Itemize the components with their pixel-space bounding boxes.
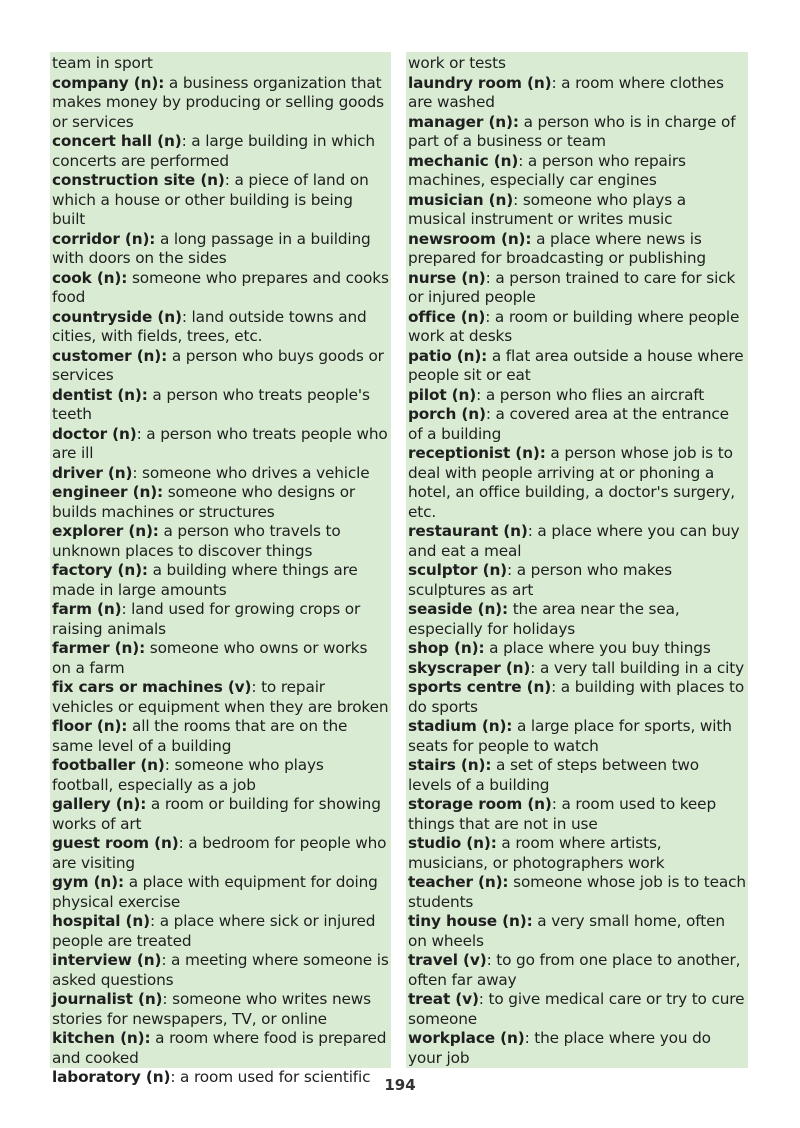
glossary-definition: a set of steps between two levels of a building [408, 756, 700, 794]
glossary-term: driver (n) [52, 463, 133, 482]
glossary-definition: : a person who repairs machines, especially car engines [408, 151, 686, 189]
glossary-entry [52, 717, 389, 756]
glossary-term: laboratory (n) [52, 1068, 171, 1086]
glossary-entry [52, 678, 389, 717]
glossary-entry [52, 639, 389, 678]
glossary-definition: : a room used for scientific [170, 1068, 371, 1086]
glossary-definition: : someone who writes news stories for newspapers, TV, or online [52, 990, 371, 1028]
glossary-entry [52, 990, 389, 1029]
glossary-entry [52, 1029, 389, 1068]
glossary-definition: a person who travels to unknown places to discover things [52, 522, 341, 560]
glossary-definition: : to repair vehicles or equipment when they are broken [52, 678, 389, 716]
glossary-term: restaurant (n) [408, 522, 528, 540]
glossary-definition: a person whose job is to deal with people arriving at or phoning a hotel, an office building, a doctor's surgery, etc. [408, 444, 735, 521]
glossary-term: footballer (n) [52, 756, 165, 774]
glossary-term: interview (n) [52, 951, 162, 969]
glossary-term: kitchen (n): [52, 1029, 151, 1047]
glossary-term: musician (n) [408, 190, 514, 209]
glossary-entry [408, 834, 746, 873]
glossary-entry [52, 347, 389, 386]
glossary-entry [408, 347, 746, 386]
glossary-definition: : a room where clothes are washed [408, 73, 724, 111]
glossary-entry [52, 561, 389, 600]
glossary-term: concert hall (n) [52, 132, 182, 150]
glossary-entry [52, 269, 389, 308]
glossary-entry [52, 522, 389, 561]
glossary-entry [408, 912, 746, 951]
glossary-definition: a place where news is prepared for broadcasting or publishing [408, 229, 706, 267]
glossary-definition: a person who is in charge of part of a business or team [408, 112, 736, 150]
glossary-definition: : the place where you do your job [408, 1029, 711, 1067]
glossary-definition: a long passage in a building with doors on the sides [52, 229, 371, 267]
glossary-definition: a building where things are made in large amounts [52, 561, 358, 599]
glossary-definition: someone who prepares and cooks food [52, 268, 389, 306]
glossary-term: farm (n) [52, 600, 122, 618]
glossary-entry [408, 113, 746, 152]
glossary-definition: : a place where sick or injured people are treated [52, 912, 376, 950]
glossary-term: office (n) [408, 307, 486, 326]
glossary-definition: a place where you buy things [484, 639, 711, 657]
glossary-entry [52, 912, 389, 951]
glossary-term: studio (n): [408, 834, 497, 852]
glossary-term: cook (n): [52, 268, 128, 287]
glossary-term: sculptor (n) [408, 561, 508, 579]
glossary-entry [408, 405, 746, 444]
glossary-term: stairs (n): [408, 756, 492, 774]
glossary-entry [408, 54, 746, 74]
glossary-entry [52, 873, 389, 912]
glossary-entry [408, 756, 746, 795]
glossary-entry [52, 386, 389, 425]
glossary-definition: someone whose job is to teach students [408, 873, 746, 911]
glossary-entry [408, 873, 746, 912]
glossary-entry [52, 74, 389, 133]
glossary-term: manager (n): [408, 112, 519, 131]
glossary-term: farmer (n): [52, 639, 146, 657]
glossary-term: travel (v) [408, 951, 487, 969]
left-glossary-column [50, 52, 391, 1086]
glossary-entry [408, 561, 746, 600]
glossary-definition: : a building with places to do sports [408, 678, 745, 716]
right-glossary-column [406, 52, 748, 1068]
glossary-term: gym (n): [52, 873, 124, 891]
glossary-definition: : a person trained to care for sick or injured people [408, 268, 736, 306]
glossary-definition: : a person who flies an aircraft [476, 385, 705, 404]
glossary-entry [408, 990, 746, 1029]
glossary-term: dentist (n): [52, 385, 148, 404]
glossary-entry [408, 717, 746, 756]
glossary-definition: a room where food is prepared and cooked [52, 1029, 387, 1067]
glossary-definition: all the rooms that are on the same level of a building [52, 717, 348, 755]
glossary-definition: : someone who plays a musical instrument or writes music [408, 190, 686, 228]
glossary-term: teacher (n): [408, 873, 509, 891]
glossary-entry [52, 795, 389, 834]
glossary-entry [52, 756, 389, 795]
glossary-definition: a room or building for showing works of art [52, 795, 381, 833]
glossary-definition: : a room used to keep things that are not in use [408, 795, 716, 833]
glossary-definition: a flat area outside a house where people sit or eat [408, 346, 744, 384]
glossary-definition: : a place where you can buy and eat a meal [408, 522, 740, 560]
glossary-entry [408, 308, 746, 347]
glossary-definition: someone who owns or works on a farm [52, 639, 368, 677]
glossary-entry [52, 483, 389, 522]
glossary-entry [408, 74, 746, 113]
glossary-entry [408, 600, 746, 639]
glossary-entry [52, 600, 389, 639]
glossary-term: countryside (n) [52, 307, 182, 326]
glossary-entry [408, 951, 746, 990]
glossary-term: explorer (n): [52, 522, 159, 540]
glossary-term: nurse (n) [408, 268, 486, 287]
glossary-definition: : land used for growing crops or raising animals [52, 600, 361, 638]
glossary-entry [52, 171, 389, 230]
glossary-term: skyscraper (n) [408, 658, 531, 677]
glossary-definition: : someone who drives a vehicle [132, 463, 370, 482]
glossary-definition: : a room or building where people work at desks [408, 307, 740, 345]
glossary-term: porch (n) [408, 405, 486, 423]
glossary-definition: team in sport [52, 54, 153, 72]
glossary-definition: : to give medical care or try to cure someone [408, 990, 745, 1028]
glossary-entry [408, 191, 746, 230]
glossary-term: floor (n): [52, 717, 128, 735]
glossary-definition: a person who buys goods or services [52, 346, 384, 384]
glossary-entry [52, 308, 389, 347]
glossary-term: workplace (n) [408, 1029, 525, 1047]
glossary-term: construction site (n) [52, 171, 225, 189]
glossary-definition: : a person who treats people who are ill [52, 424, 388, 462]
glossary-term: doctor (n) [52, 424, 137, 443]
glossary-entry [52, 54, 389, 74]
glossary-term: gallery (n): [52, 795, 147, 813]
glossary-definition: someone who designs or builds machines or structures [52, 483, 356, 521]
glossary-definition: : a meeting where someone is asked questions [52, 951, 389, 989]
glossary-term: newsroom (n): [408, 229, 532, 248]
glossary-term: treat (v) [408, 990, 479, 1008]
glossary-entry [408, 659, 746, 679]
glossary-definition: : a piece of land on which a house or other building is being built [52, 171, 369, 228]
glossary-entry [408, 444, 746, 522]
glossary-entry [408, 152, 746, 191]
glossary-entry [408, 386, 746, 406]
glossary-term: guest room (n) [52, 834, 179, 852]
glossary-entry [52, 230, 389, 269]
glossary-entry [52, 132, 389, 171]
glossary-definition: : a large building in which concerts are performed [52, 132, 375, 170]
glossary-term: stadium (n): [408, 717, 513, 735]
glossary-term: mechanic (n) [408, 151, 519, 170]
glossary-definition: a room where artists, musicians, or photographers work [408, 834, 665, 872]
glossary-definition: a business organization that makes money by producing or selling goods or services [52, 73, 384, 131]
glossary-term: hospital (n) [52, 912, 150, 930]
glossary-definition: : land outside towns and cities, with fields, trees, etc. [52, 307, 367, 345]
glossary-definition: : a very tall building in a city [530, 658, 745, 677]
glossary-entry [52, 425, 389, 464]
glossary-definition: : a bedroom for people who are visiting [52, 834, 387, 872]
page-number: 194 [384, 1076, 416, 1094]
glossary-definition: a large place for sports, with seats for people to watch [408, 717, 732, 755]
glossary-definition: the area near the sea, especially for holidays [408, 600, 680, 638]
glossary-term: customer (n): [52, 346, 168, 365]
glossary-term: fix cars or machines (v) [52, 678, 252, 696]
glossary-term: laundry room (n) [408, 73, 552, 92]
glossary-term: company (n): [52, 73, 165, 92]
glossary-definition: : to go from one place to another, often far away [408, 951, 741, 989]
glossary-definition: : a covered area at the entrance of a building [408, 405, 729, 443]
glossary-entry [52, 951, 389, 990]
glossary-definition: a very small home, often on wheels [408, 912, 725, 950]
glossary-entry [52, 464, 389, 484]
glossary-entry [408, 678, 746, 717]
glossary-term: journalist (n) [52, 990, 163, 1008]
glossary-term: sports centre (n) [408, 678, 552, 696]
glossary-entry [408, 1029, 746, 1068]
glossary-term: receptionist (n): [408, 444, 546, 462]
glossary-entry [408, 795, 746, 834]
glossary-term: factory (n): [52, 561, 148, 579]
glossary-entry [408, 230, 746, 269]
glossary-entry [408, 269, 746, 308]
glossary-term: seaside (n): [408, 600, 508, 618]
glossary-definition: a place with equipment for doing physical exercise [52, 873, 378, 911]
glossary-term: tiny house (n): [408, 912, 533, 930]
glossary-entry [408, 522, 746, 561]
glossary-term: storage room (n) [408, 795, 552, 813]
glossary-definition: work or tests [408, 54, 506, 72]
glossary-entry [408, 639, 746, 659]
glossary-definition: : a person who makes sculptures as art [408, 561, 672, 599]
glossary-definition: a person who treats people's teeth [52, 385, 370, 423]
glossary-term: engineer (n): [52, 483, 164, 501]
glossary-term: shop (n): [408, 639, 485, 657]
glossary-term: corridor (n): [52, 229, 156, 248]
glossary-term: pilot (n) [408, 385, 477, 404]
glossary-entry [52, 834, 389, 873]
glossary-definition: : someone who plays football, especially as a job [52, 756, 324, 794]
glossary-term: patio (n): [408, 346, 488, 365]
